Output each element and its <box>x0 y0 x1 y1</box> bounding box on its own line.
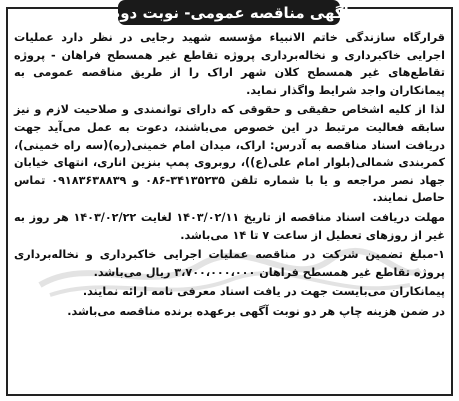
paragraph-deadline: مهلت دریافت اسناد مناقصه از تاریخ ۱۴۰۳/۰۲/۱۱ لغایت ۱۴۰۳/۰۲/۲۲ هر روز به غیر از روزهای تعطیل از ساعت ۷ تا ۱۴ می‌باشد. <box>14 210 445 242</box>
paragraph-intro: قرارگاه سازندگی خاتم الانبیاء مؤسسه شهید رجایی در نظر دارد عملیات اجرایی خاکبرداری و نخاله‌برداری پروژه تقاطع غیر همسطح فراهان - پروژه تقاطع‌های غیر همسطح کلان شهر اراک را از طریق مناقصه عمومی به پیمانکاران واجد شرایط واگذار نماید. <box>14 31 445 97</box>
paragraph-cost: در ضمن هزینه چاپ هر دو نوبت آگهی برعهده برنده مناقصه می‌باشد. <box>67 304 445 318</box>
paragraph-contractors: پیمانکاران می‌بایست جهت در یافت اسناد معرفی نامه ارائه نمایند. <box>82 285 445 299</box>
notice-title: آگهی مناقصه عمومی- نوبت دوم <box>109 3 349 22</box>
notice-body <box>14 29 445 321</box>
title-banner <box>109 0 349 25</box>
paragraph-invitation: لذا از کلیه اشخاص حقیقی و حقوقی که دارای توانمندی و صلاحیت لازم و نیز سابقه فعالیت مرتبط در این خصوص می‌باشند، دعوت به عمل می‌آید جهت دریافت اسناد مناقصه به آدرس: اراک، میدان امام خمینی(ره)(سه راه خمینی)، کمربندی شمالی(بلوار امام علی(ع))، روبروی پمپ بنزین اناری، انتهای خیابان جهاد نصر مراجعه و یا با شماره تلفن ۳۴۱۳۵۲۳۵-۰۸۶ و ۰۹۱۸۳۶۳۸۸۳۹ تماس حاصل نمایند. <box>14 103 446 205</box>
paragraph-guarantee: ۱-مبلغ تضمین شرکت در مناقصه عملیات اجرایی خاکبرداری و نخاله‌برداری پروژه تقاطع غیر همسطح فراهان ۳،۷۰۰،۰۰۰،۰۰۰ ریال می‌باشد. <box>14 248 445 279</box>
